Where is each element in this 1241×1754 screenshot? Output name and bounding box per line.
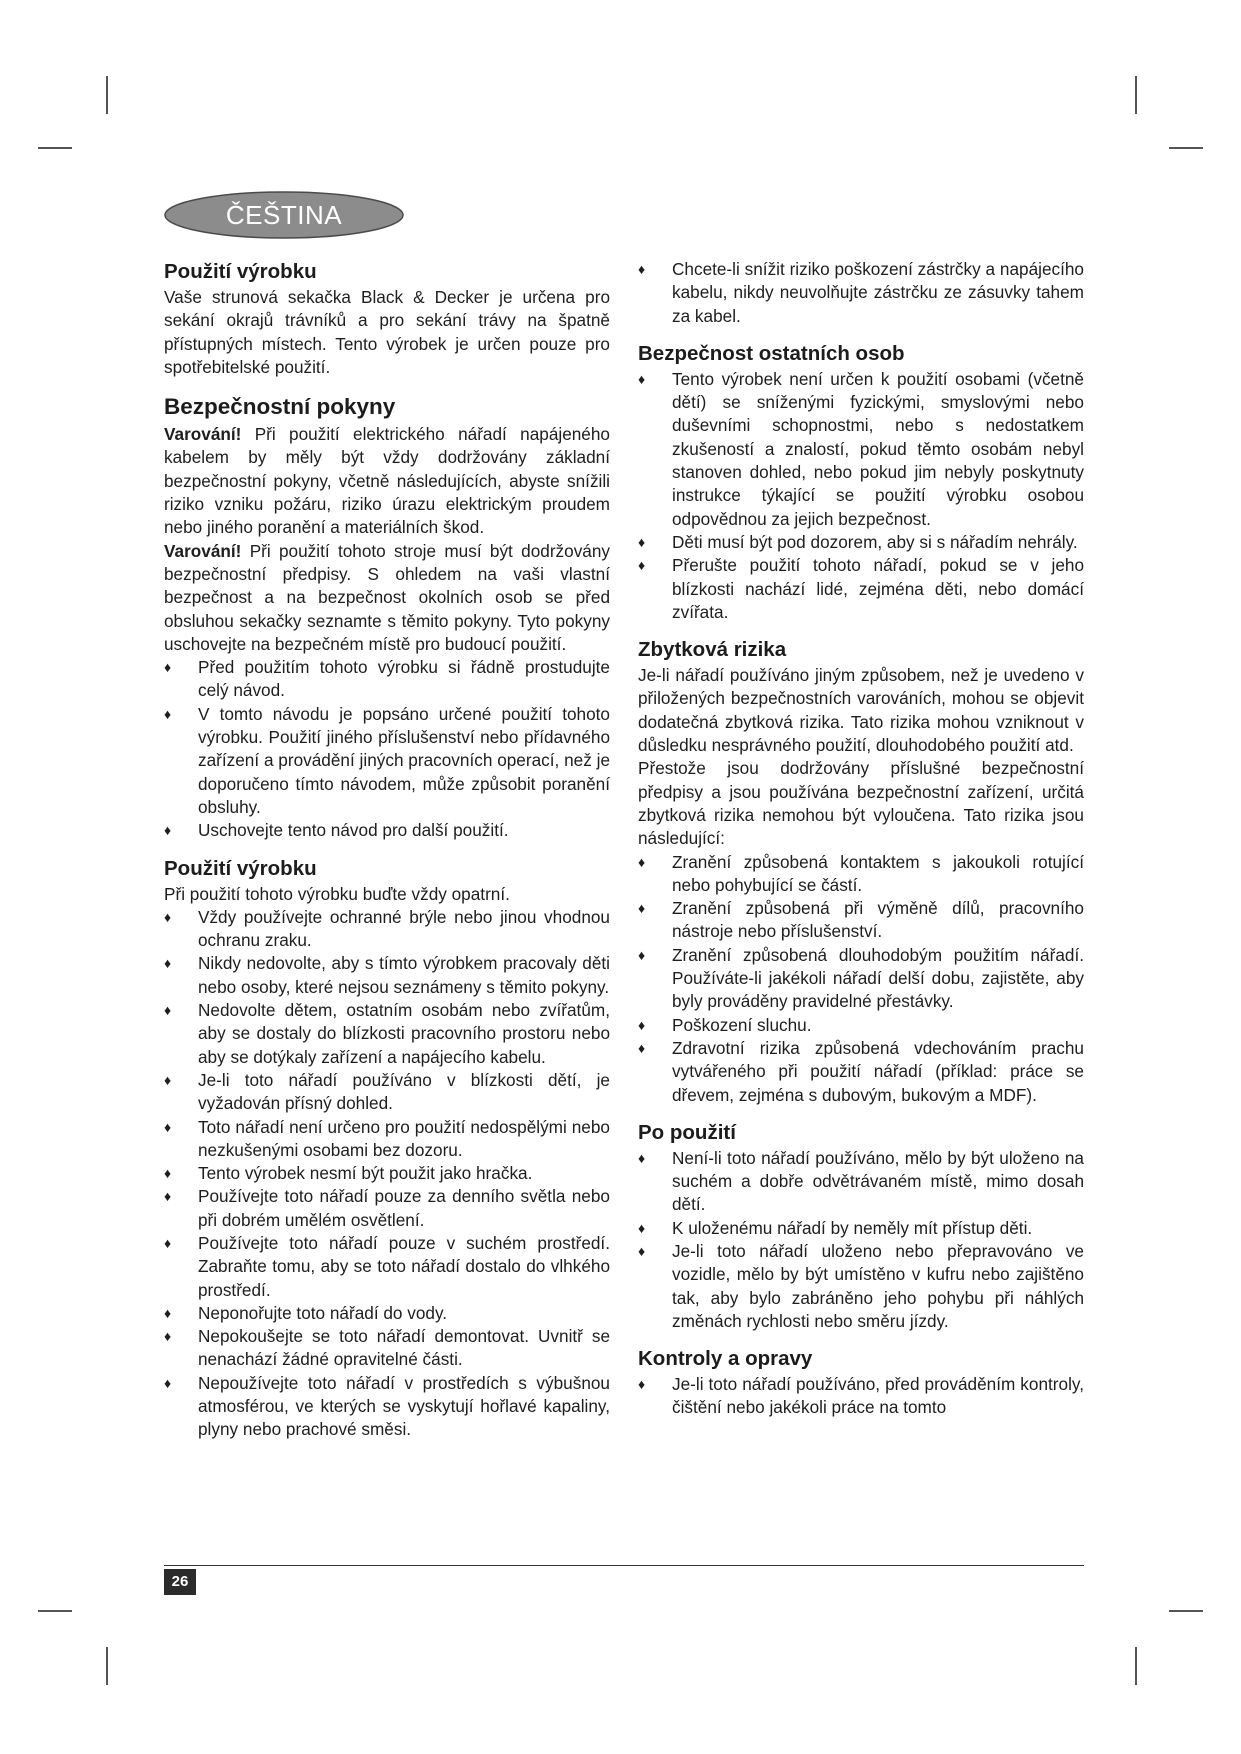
warning-paragraph <box>164 423 610 539</box>
diamond-bullet-icon: ♦ <box>638 1016 646 1033</box>
section-text: Při použití tohoto výrobku buďte vždy opatrní. <box>164 883 510 904</box>
diamond-bullet-icon: ♦ <box>638 557 646 574</box>
diamond-bullet-icon: ♦ <box>638 261 646 277</box>
crop-mark <box>38 1610 72 1612</box>
diamond-bullet-icon: ♦ <box>164 1002 172 1019</box>
diamond-bullet-icon: ♦ <box>638 1039 646 1056</box>
crop-mark <box>1169 1610 1203 1612</box>
section-title: Použití výrobku <box>164 856 317 880</box>
bullet-list <box>638 851 1084 1107</box>
footer-rule <box>164 1565 1084 1566</box>
diamond-bullet-icon: ♦ <box>164 822 172 839</box>
warning-text: Při použití tohoto stroje musí být dodržovány bezpečnostní předpisy. S ohledem na vaši vlastní bezpečnost a na bezpečnost okolních osob se před obsluhou sekačky seznamte s těmito pokyny. Tyto pokyny uschovejte na bezpečném místě pro budoucí použití. <box>164 540 610 654</box>
diamond-bullet-icon: ♦ <box>638 946 646 963</box>
list-item: ♦ Zranění způsobená při výměně dílů, pracovního nástroje nebo příslušenství. <box>638 898 1084 942</box>
left-column <box>164 258 610 1442</box>
section-title: Použití výrobku <box>164 260 317 283</box>
diamond-bullet-icon: ♦ <box>164 1328 172 1345</box>
list-item: ♦ Zranění způsobená dlouhodobým použitím nářadí. Používáte-li jakékoli nářadí delší dobu, zajistěte, aby byly prováděny pravidelné přestávky. <box>638 944 1084 1012</box>
diamond-bullet-icon: ♦ <box>638 1149 646 1166</box>
warning-label: Varování! <box>164 540 242 561</box>
bullet-list <box>638 1147 1084 1333</box>
list-item: ♦ Nikdy nedovolte, aby s tímto výrobkem pracovaly děti nebo osoby, které nejsou seznámeny s těmito pokyny. <box>164 953 610 997</box>
crop-mark <box>106 1647 108 1685</box>
list-item: ♦ Tento výrobek není určen k použití osobami (včetně dětí) se sníženými fyzickými, smyslovými nebo duševními schopnostmi, nebo s nedostatkem zkušeností a znalostí, pokud těmto osobám nebyl stanoven dohled, nebo pokud jim nebyly poskytnuty instrukce týkající se použití výrobku osobou odpovědnou za jejich bezpečnost. <box>638 368 1084 529</box>
diamond-bullet-icon: ♦ <box>638 900 646 917</box>
diamond-bullet-icon: ♦ <box>164 659 172 676</box>
list-item: ♦ Chcete-li snížit riziko poškození zástrčky a napájecího kabelu, nikdy neuvolňujte zástrčku ze zásuvky tahem za kabel. <box>638 259 1084 326</box>
diamond-bullet-icon: ♦ <box>164 1188 172 1205</box>
crop-mark <box>1135 76 1137 114</box>
list-item: ♦ Přerušte použití tohoto nářadí, pokud se v jeho blízkosti nachází lidé, zejména děti, nebo domácí zvířata. <box>638 555 1084 622</box>
right-column <box>638 258 1084 1420</box>
list-item: ♦ Děti musí být pod dozorem, aby si s nářadím nehrály. <box>638 531 1084 554</box>
diamond-bullet-icon: ♦ <box>164 1374 172 1391</box>
diamond-bullet-icon: ♦ <box>638 1376 646 1393</box>
list-item: ♦ Zdravotní rizika způsobená vdechováním prachu vytvářeného při použití nářadí (příklad: práce se dřevem, zejména s dubovým, bukovým a MDF). <box>638 1037 1084 1105</box>
section-title: Bezpečnost ostatních osob <box>638 341 905 365</box>
list-item: ♦ Používejte toto nářadí pouze za denního světla nebo při dobrém umělém osvětlení. <box>164 1186 610 1230</box>
list-item: ♦ Tento výrobek nesmí být použit jako hračka. <box>164 1162 610 1185</box>
list-item: ♦ Nepokoušejte se toto nářadí demontovat. Uvnitř se nenachází žádné opravitelné části. <box>164 1326 610 1370</box>
list-item: ♦ Toto nářadí není určeno pro použití nedospělými nebo nezkušenými osobami bez dozoru. <box>164 1116 610 1160</box>
list-item: ♦ Je-li toto nářadí uloženo nebo přepravováno ve vozidle, mělo by být umístěno v kufru nebo zajištěno tak, aby bylo zabráněno jeho pohybu při náhlých změnách rychlosti nebo směru jízdy. <box>638 1240 1084 1331</box>
list-item: ♦ Je-li toto nářadí používáno, před prováděním kontroly, čištění nebo jakékoli práce na tomto <box>638 1374 1084 1418</box>
diamond-bullet-icon: ♦ <box>164 1234 172 1251</box>
section-title: Po použití <box>638 1120 736 1144</box>
list-item: ♦ Nepoužívejte toto nářadí v prostředích s výbušnou atmosférou, ve kterých se vyskytují hořlavé kapaliny, plyny nebo prachové směsi. <box>164 1372 610 1440</box>
diamond-bullet-icon: ♦ <box>638 1242 646 1259</box>
diamond-bullet-icon: ♦ <box>164 1165 172 1182</box>
warning-label: Varování! <box>164 424 242 445</box>
list-item: ♦ Poškození sluchu. <box>638 1014 1084 1037</box>
bullet-list <box>638 368 1084 624</box>
list-item: ♦ Je-li toto nářadí používáno v blízkosti dětí, je vyžadován přísný dohled. <box>164 1069 610 1114</box>
list-item: ♦ K uloženému nářadí by neměly mít přístup děti. <box>638 1217 1084 1240</box>
diamond-bullet-icon: ♦ <box>164 1118 172 1135</box>
language-badge <box>163 190 405 240</box>
section-title: Kontroly a opravy <box>638 1347 813 1371</box>
list-item: ♦ Nedovolte dětem, ostatním osobám nebo zvířatům, aby se dostaly do blízkosti pracovního prostoru nebo aby se dotýkaly zařízení a napájecího kabelu. <box>164 1000 610 1067</box>
diamond-bullet-icon: ♦ <box>164 955 172 972</box>
warning-paragraph <box>164 540 610 656</box>
list-item: ♦ Používejte toto nářadí pouze v suchém prostředí. Zabraňte tomu, aby se toto nářadí dostalo do vlhkého prostředí. <box>164 1232 610 1300</box>
section-text: Je-li nářadí používáno jiným způsobem, než je uvedeno v přiložených bezpečnostních varováních, mohou se objevit dodatečná zbytková rizika. Tato rizika mohou vzniknout v důsledku nesprávného použití, dlouhodobého použití atd. <box>638 665 1084 756</box>
crop-mark <box>106 76 108 114</box>
crop-mark <box>1169 147 1203 149</box>
bullet-list <box>164 656 610 842</box>
section-title: Bezpečnostní pokyny <box>164 394 396 420</box>
bullet-list <box>638 258 1084 328</box>
diamond-bullet-icon: ♦ <box>638 853 646 870</box>
section-text: Vaše strunová sekačka Black & Decker je určena pro sekání okrajů trávníků a pro sekání trávy na špatně přístupných místech. Tento výrobek je určen pouze pro spotřebitelské použití. <box>164 287 610 377</box>
page-number: 26 <box>164 1569 196 1595</box>
bullet-list <box>638 1373 1084 1420</box>
list-item: ♦ Neponořujte toto nářadí do vody. <box>164 1302 610 1325</box>
diamond-bullet-icon: ♦ <box>164 1071 172 1088</box>
warning-text: Při použití elektrického nářadí napájeného kabelem by měly být vždy dodržovány základní bezpečnostní pokyny, včetně následujících, abyste snížili riziko vzniku požáru, riziko úrazu elektrickým proudem nebo jiného poranění a materiálních škod. <box>164 424 610 538</box>
bullet-list <box>164 906 610 1442</box>
diamond-bullet-icon: ♦ <box>638 533 646 550</box>
diamond-bullet-icon: ♦ <box>164 705 172 722</box>
list-item: ♦ Uschovejte tento návod pro další použití. <box>164 819 610 842</box>
crop-mark <box>1135 1647 1137 1685</box>
list-item: ♦ Před použitím tohoto výrobku si řádně prostudujte celý návod. <box>164 657 610 701</box>
section-text: Přestože jsou dodržovány příslušné bezpečnostní předpisy a jsou používána bezpečnostní zařízení, určitá zbytková rizika nemohou být vyloučena. Tato rizika jsou následující: <box>638 758 1084 849</box>
list-item: ♦ Není-li toto nářadí používáno, mělo by být uloženo na suchém a dobře odvětrávaném místě, mimo dosah dětí. <box>638 1147 1084 1215</box>
diamond-bullet-icon: ♦ <box>164 1304 172 1321</box>
language-label: ČEŠTINA <box>225 200 343 230</box>
list-item: ♦ V tomto návodu je popsáno určené použití tohoto výrobku. Použití jiného příslušenství nebo přídavného zařízení a provádění jiných pracovních operací, než je doporučeno tímto návodem, může způsobit poranění obsluhy. <box>164 703 610 817</box>
diamond-bullet-icon: ♦ <box>638 370 646 387</box>
list-item: ♦ Zranění způsobená kontaktem s jakoukoli rotující nebo pohybující se částí. <box>638 851 1084 895</box>
diamond-bullet-icon: ♦ <box>638 1219 646 1236</box>
diamond-bullet-icon: ♦ <box>164 908 172 925</box>
crop-mark <box>38 147 72 149</box>
section-title: Zbytková rizika <box>638 638 787 662</box>
list-item: ♦ Vždy používejte ochranné brýle nebo jinou vhodnou ochranu zraku. <box>164 906 610 951</box>
